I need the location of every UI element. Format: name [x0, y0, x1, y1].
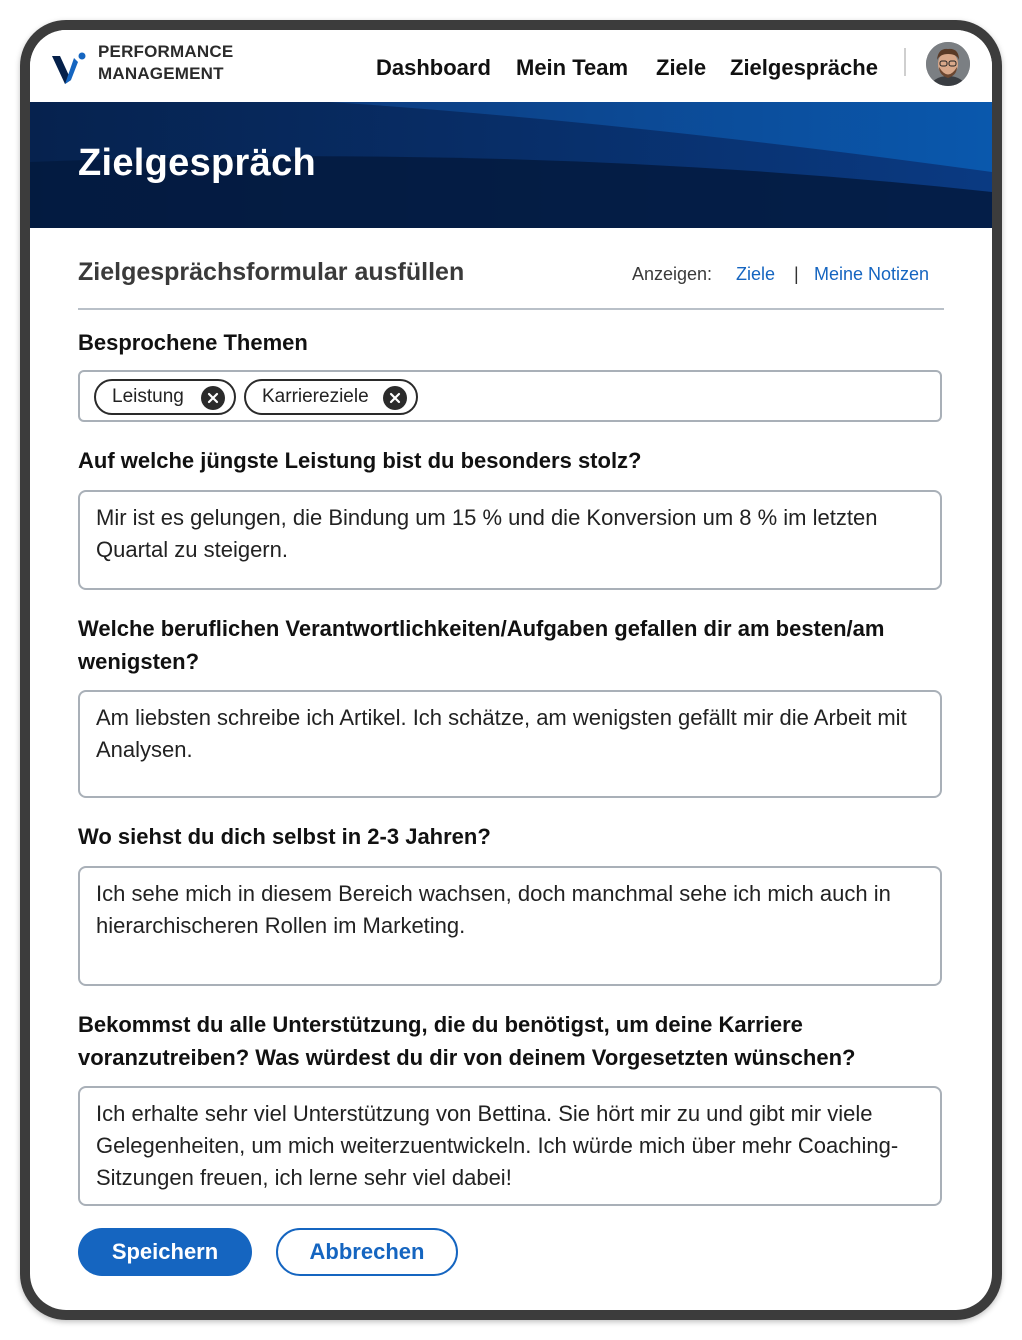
question-label: Auf welche jüngste Leistung bist du besonders stolz? [78, 448, 642, 473]
page-title: Zielgespräch [78, 142, 317, 184]
topic-chip-label: Leistung [112, 386, 184, 407]
question-label: Welche beruflichen Verantwortlichkeiten/Aufgaben gefallen dir am besten/am wenigsten? [78, 616, 885, 674]
question-label: Bekommst du alle Unterstützung, die du benötigst, um deine Karriere voranzutreiben? Was würdest du dir von deinem Vorgesetzten wünschen? [78, 1012, 856, 1070]
answer-field[interactable]: Mir ist es gelungen, die Bindung um 15 % und die Konversion um 8 % im letzten Quartal zu steigern. [78, 490, 942, 590]
header-divider [78, 308, 944, 310]
top-navigation [30, 30, 992, 102]
topic-chip [244, 379, 418, 415]
v-logo-icon[interactable] [52, 50, 88, 86]
user-avatar[interactable] [926, 42, 970, 86]
form-title: Zielgesprächsformular ausfüllen [78, 258, 465, 286]
brand-line-1: PERFORMANCE [98, 42, 234, 61]
nav-my-team[interactable]: Mein Team [516, 55, 629, 80]
topic-chip [94, 379, 236, 415]
cancel-button[interactable]: Abbrechen [276, 1228, 458, 1276]
link-separator: | [794, 264, 799, 284]
answer-field[interactable]: Ich sehe mich in diesem Bereich wachsen, doch manchmal sehe ich mich auch in hierarchischeren Rollen im Marketing. [78, 866, 942, 986]
close-circle-icon[interactable] [383, 386, 407, 410]
answer-field[interactable]: Ich erhalte sehr viel Unterstützung von Bettina. Sie hört mir zu und gibt mir viele Gelegenheiten, um mich weiterzuentwickeln. Ich würde mich über mehr Coaching-Sitzungen freuen, ich lerne sehr viel dabei! [78, 1086, 942, 1206]
nav-goals[interactable]: Ziele [656, 55, 707, 80]
show-label: Anzeigen: [632, 264, 713, 284]
close-circle-icon[interactable] [201, 386, 225, 410]
app-screen [30, 30, 992, 1310]
question-label: Wo siehst du dich selbst in 2-3 Jahren? [78, 824, 491, 849]
nav-divider [904, 48, 906, 76]
page-banner [30, 102, 992, 228]
link-my-notes[interactable]: Meine Notizen [814, 264, 930, 284]
device-frame [20, 20, 1002, 1320]
link-goals[interactable]: Ziele [736, 264, 776, 284]
nav-goal-talks[interactable]: Zielgespräche [730, 55, 878, 80]
topics-tag-input[interactable] [78, 370, 942, 422]
answer-field[interactable]: Am liebsten schreibe ich Artikel. Ich schätze, am wenigsten gefällt mir die Arbeit mit Analysen. [78, 690, 942, 798]
brand-name [98, 41, 233, 85]
topic-chip-label: Karriereziele [262, 386, 369, 407]
brand-line-2: MANAGEMENT [98, 64, 224, 83]
nav-dashboard[interactable]: Dashboard [376, 55, 491, 80]
topics-label: Besprochene Themen [78, 330, 308, 355]
save-button[interactable]: Speichern [78, 1228, 252, 1276]
